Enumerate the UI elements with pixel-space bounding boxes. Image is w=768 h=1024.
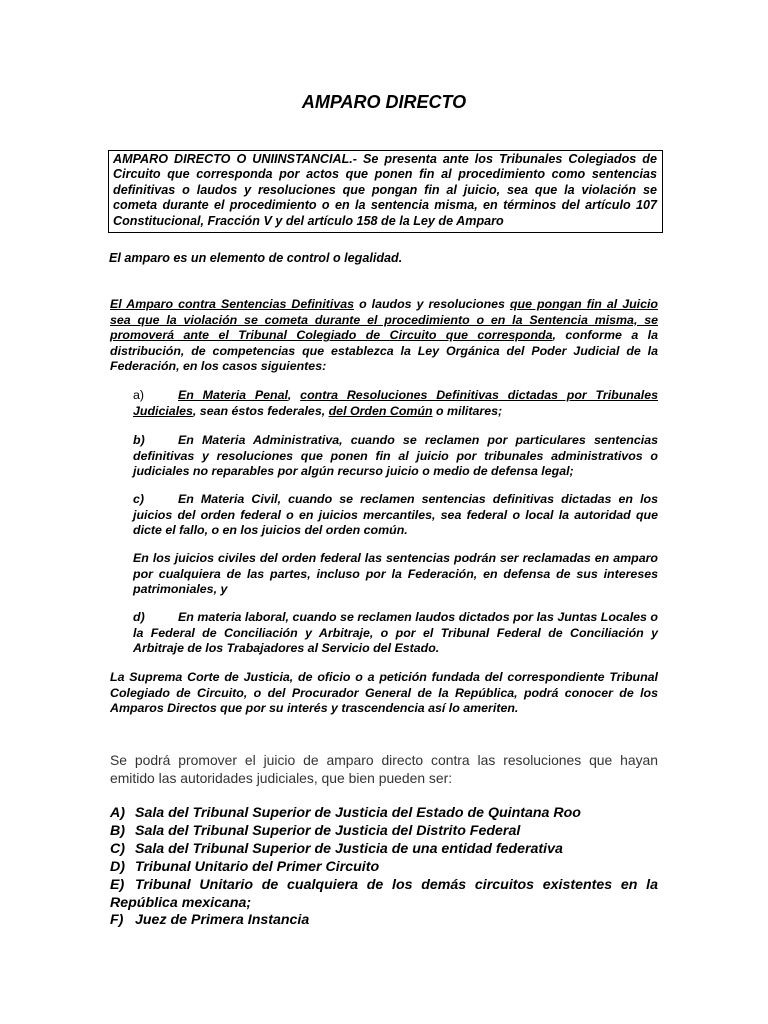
- court-text: Tribunal Unitario de cualquiera de los demás circuitos existentes en la República mexicana;: [110, 876, 658, 911]
- promote-paragraph: Se podrá promover el juicio de amparo directo contra las resoluciones que hayan emitido las autoridades judiciales, que bien pueden ser:: [110, 752, 658, 786]
- court-label: C): [110, 840, 125, 857]
- item-c-text: En Materia Civil, cuando se reclamen sentencias definitivas dictadas en los juicios del orden federal o en juicios mercantiles, sea federal o local la autoridad que dicte el fallo, o en los juicios del orden común.: [133, 492, 658, 538]
- intro-text-2: , conforme a la distribución, de competencias que establezca la Ley Orgánica del Poder Judicial de la Federación, en los casos siguientes:: [110, 328, 659, 374]
- court-label: B): [110, 822, 125, 839]
- courts-list: [110, 805, 658, 930]
- item-a-text-3: o militares;: [432, 403, 503, 418]
- intro-paragraph: [110, 297, 658, 375]
- item-a-text-1: ,: [287, 388, 301, 402]
- item-d-label: d): [133, 610, 145, 624]
- court-label: A): [110, 805, 125, 821]
- court-item-f: [110, 912, 658, 930]
- court-label: E): [110, 876, 125, 893]
- page-title: AMPARO DIRECTO: [301, 92, 467, 112]
- item-a-underline-1: En Materia Penal: [178, 388, 288, 402]
- court-text: Sala del Tribunal Superior de Justicia del Estado de Quintana Roo: [135, 805, 581, 821]
- court-text: Sala del Tribunal Superior de Justicia de una entidad federativa: [135, 840, 563, 857]
- court-label: F): [110, 912, 124, 929]
- court-label: D): [110, 858, 125, 875]
- item-b: [133, 433, 658, 480]
- intro-underline-2: que pongan fin al Juicio sea que la violación se cometa durante el procedimiento o en la Sentencia misma, se promoverá ante el Tribunal Colegiado de Circuito que corresponda: [110, 297, 659, 343]
- item-a: [133, 388, 658, 419]
- intro-text-1: o laudos y resoluciones: [354, 297, 510, 311]
- court-item-c: [110, 841, 658, 859]
- item-c-label: c): [133, 492, 145, 506]
- court-item-d: [110, 859, 658, 877]
- civil-note: En los juicios civiles del orden federal las sentencias podrán ser reclamadas en amparo por cualquiera de las partes, incluso por la Federación, en defensa de sus intereses patrimoniales, y: [133, 551, 658, 597]
- court-item-a: [110, 805, 658, 823]
- item-d-text: En materia laboral, cuando se reclamen laudos dictados por las Juntas Locales o la Federal de Conciliación y Arbitraje, o por el Tribunal Federal de Conciliación y Arbitraje de los Trabajadores al Servicio del Estado.: [133, 610, 658, 656]
- item-c: [133, 492, 658, 539]
- item-a-label: a): [133, 388, 145, 402]
- definition-box: AMPARO DIRECTO O UNIINSTANCIAL.- Se presenta ante los Tribunales Colegiados de Circuito que corresponda por actos que ponen fin al procedimiento como sentencias definitivas o laudos y resoluciones que pongan fin al juicio, sea que la violación se cometa durante el procedimiento o en la sentencia misma, en términos del artículo 107 Constitucional, Fracción V y del artículo 158 de la Ley de Amparo: [108, 150, 663, 233]
- court-item-b: [110, 823, 658, 841]
- suprema-paragraph: La Suprema Corte de Justicia, de oficio o a petición fundada del correspondiente Tribunal Colegiado de Circuito, o del Procurador General de la República, podrá conocer de los Amparos Directos que por su interés y trascendencia así lo ameriten.: [110, 670, 658, 716]
- item-a-underline-2: contra Resoluciones Definitivas dictadas por Tribunales Judiciales: [133, 388, 658, 418]
- court-text: Sala del Tribunal Superior de Justicia del Distrito Federal: [135, 822, 521, 839]
- intro-underline-1: El Amparo contra Sentencias Definitivas: [110, 297, 355, 311]
- item-a-underline-3: del Orden Común: [328, 403, 433, 418]
- court-text: Juez de Primera Instancia: [135, 912, 310, 929]
- control-line: El amparo es un elemento de control o legalidad.: [109, 251, 403, 265]
- item-b-text: En Materia Administrativa, cuando se reclamen por particulares sentencias definitivas y resoluciones que ponen fin al juicio por tribunales administrativos o judiciales no reparables por algún recurso juicio o medio de defensa legal;: [133, 433, 658, 479]
- court-item-e: [110, 877, 658, 913]
- item-d: [133, 610, 658, 657]
- court-text: Tribunal Unitario del Primer Circuito: [135, 858, 380, 875]
- item-a-text-2: , sean éstos federales,: [192, 403, 329, 418]
- item-b-label: b): [133, 433, 145, 447]
